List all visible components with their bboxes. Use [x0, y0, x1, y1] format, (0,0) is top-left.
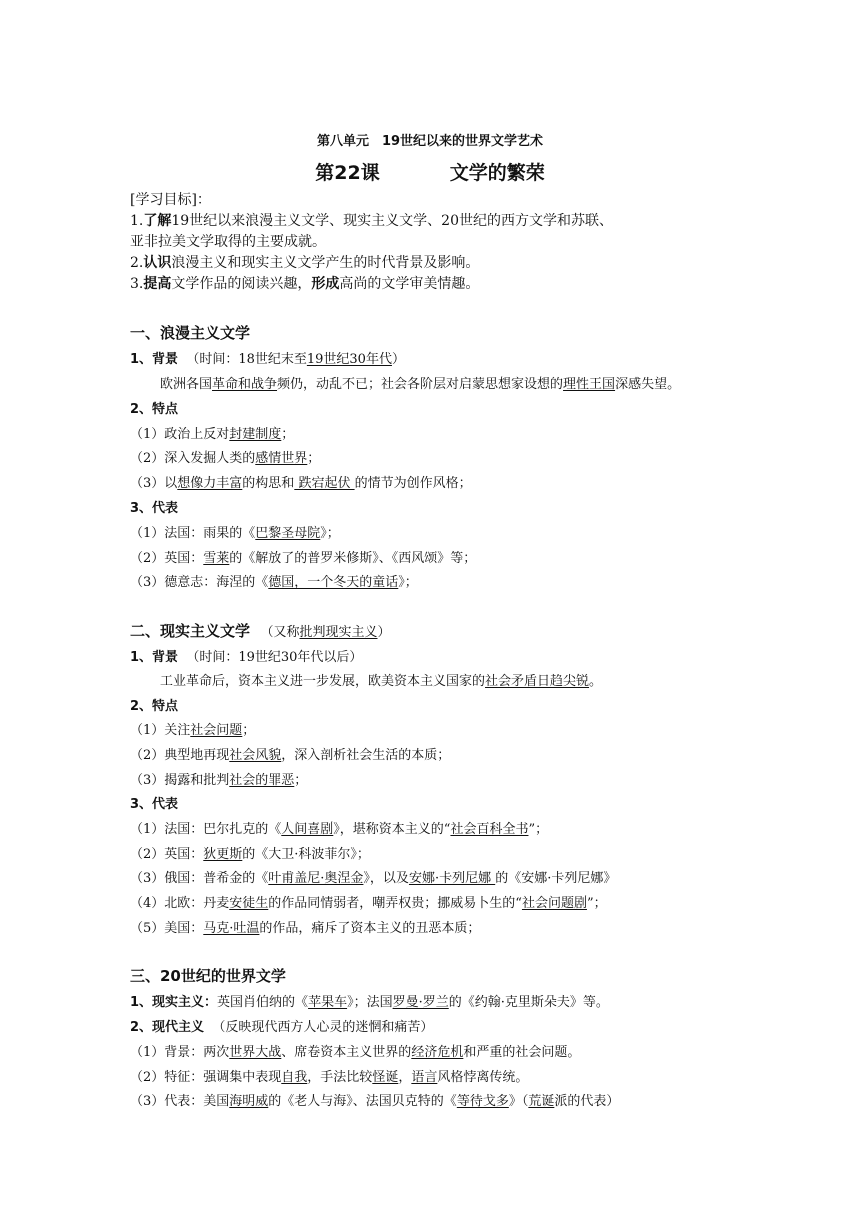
objective-1: 1.了解19世纪以来浪漫主义文学、现实主义文学、20世纪的西方文学和苏联、: [130, 213, 613, 229]
s2-rep-1: （1）法国：巴尔扎克的《人间喜剧》，堪称资本主义的“社会百科全书”；: [130, 822, 549, 837]
s2-rep-3: （3）俄国：普希金的《叶甫盖尼·奥涅金》，以及安娜·卡列尼娜 的《安娜·卡列尼娜》: [130, 871, 617, 886]
s1-rep-2: （2）英国：雪莱的《解放了的普罗米修斯》、《西风颂》等；: [130, 551, 477, 566]
s1-rep-1: （1）法国：雨果的《巴黎圣母院》；: [130, 526, 340, 541]
s2-rep-4: （4）北欧：丹麦安徒生的作品同情弱者，嘲弄权贵；挪威易卜生的“社会问题剧”；: [130, 896, 607, 911]
objective-3: 3.提高文学作品的阅读兴趣，形成高尚的文学审美情趣。: [130, 276, 480, 292]
lesson-title: [0, 158, 860, 185]
s1-background-line: 1、背景 （时间：18世纪末至19世纪30年代）: [130, 352, 405, 367]
lesson-name: 文学的繁荣: [449, 162, 545, 184]
s1-feature-3: （3）以想像力丰富的构思和 跌宕起伏 的情节为创作风格；: [130, 476, 472, 491]
unit-title: 第八单元 19世纪以来的世界文学艺术: [316, 134, 544, 149]
learning-objectives: [130, 190, 770, 295]
s3-modernism-line: 2、现代主义 （反映现代西方人心灵的迷惘和痛苦）: [130, 1020, 434, 1035]
s2-background-line: 1、背景 （时间：19世纪30年代以后）: [130, 650, 363, 665]
s1-background-text: 欧洲各国革命和战争频仍，动乱不已；社会各阶层对启蒙思想家设想的理性王国深感失望。: [160, 377, 681, 392]
section-heading-20th-century: 三、20世纪的世界文学: [130, 967, 286, 985]
s2-feature-3: （3）揭露和批判社会的罪恶；: [130, 773, 308, 788]
s1-feature-2: （2）深入发掘人类的感情世界；: [130, 451, 321, 466]
s1-features-label: 2、特点: [130, 402, 179, 417]
s3-modernism-2: （2）特征：强调集中表现自我，手法比较怪诞，语言风格悖离传统。: [130, 1070, 529, 1085]
s2-representatives-label: 3、代表: [130, 797, 179, 812]
objective-1-cont: 亚非拉美文学取得的主要成就。: [130, 234, 326, 250]
section-heading-realism: 二、现实主义文学 （又称批判现实主义）: [130, 622, 391, 640]
s2-rep-5: （5）美国：马克·吐温的作品，痛斥了资本主义的丑恶本质；: [130, 921, 481, 936]
s2-rep-2: （2）英国：狄更斯的《大卫·科波菲尔》；: [130, 847, 370, 862]
s1-rep-3: （3）德意志：海涅的《德国，一个冬天的童话》；: [130, 575, 418, 590]
section-heading-romanticism: 一、浪漫主义文学: [130, 324, 251, 342]
s2-feature-2: （2）典型地再现社会风貌，深入剖析社会生活的本质；: [130, 748, 451, 763]
s1-feature-1: （1）政治上反对封建制度；: [130, 427, 295, 442]
s3-modernism-1: （1）背景：两次世界大战、席卷资本主义世界的经济危机和严重的社会问题。: [130, 1045, 581, 1060]
s1-representatives-label: 3、代表: [130, 501, 179, 516]
s2-background-text: 工业革命后，资本主义进一步发展，欧美资本主义国家的社会矛盾日趋尖锐。: [160, 674, 603, 689]
s3-realism-line: 1、现实主义：英国肖伯纳的《苹果车》；法国罗曼·罗兰的《约翰·克里斯朵夫》等。: [130, 995, 609, 1010]
objective-2: 2.认识浪漫主义和现实主义文学产生的时代背景及影响。: [130, 255, 480, 271]
s2-features-label: 2、特点: [130, 699, 179, 714]
objectives-label: [学习目标]：: [130, 192, 211, 208]
s3-modernism-3: （3）代表：美国海明威的《老人与海》、法国贝克特的《等待戈多》（荒诞派的代表）: [130, 1094, 620, 1109]
lesson-number: 第22课: [315, 162, 380, 184]
s2-feature-1: （1）关注社会问题；: [130, 723, 256, 738]
